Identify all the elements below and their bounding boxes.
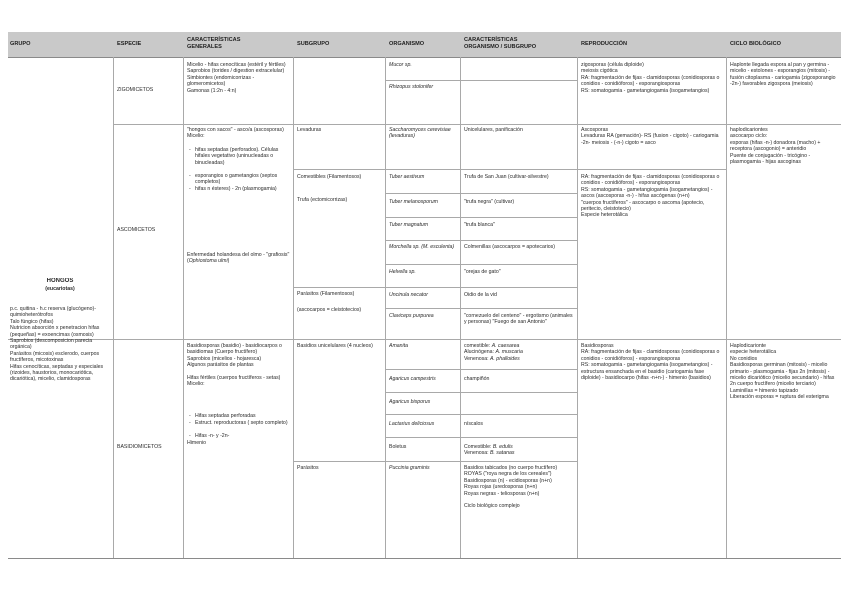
especie-zigomicetos: ZIGOMICETOS [117,87,154,93]
asco-sub-levaduras: Levaduras [297,127,322,133]
asco-bullet-mark-2: - [189,173,191,179]
rule-asco-r5 [385,264,577,265]
basi-org-boletus: Boletus [389,444,407,450]
asco-car-helvella: "orejas de gato" [464,269,501,275]
asco-repro-1: Ascosporas Levaduras RA (gemación)- RS (fusion - cigoto) - cariogamia -2n- meiosis - (-n-) cigoto = asco [581,127,719,146]
basi-org-lactarius: Lactarius deliciosus [389,421,435,427]
basi-caracteristicas-intro: Basidiosporas (basidio) - basidiocarpos o basidiomas (Cuerpo fructífero) Saprobios (micelios - hojaresca) Algunos parásitos de plantas Hifas fértiles (cuerpos fructíferos - setas) Micelio: [187,343,282,388]
header-ciclo: CICLO BIOLÓGICO [730,41,781,47]
basi-boletus-1: Comestible: [464,444,493,450]
basi-car-lactarius: níscalos [464,421,484,427]
basi-bullet-2: Estruct. reproductoras ( septo completo) [195,420,288,426]
especie-basidiomicetos: BASIDIOMICETOS [117,444,162,450]
asco-repro-2: RA: fragmentación de fijas - clamidosporas (conidiosporas o conidios - conidióforos) - esporangiosporas RS: somatogamia - gametangiogamia (isogametangios) - ascos (ascosporas -n-) - hifas ascógenas (n+n) "cuerpos fructíferos" - ascocarpo o ascoma (apotecio, peritecio, cleistotecio) Especie heterotálica [581,174,720,219]
asco-enfermedad-text: Enfermedad holandesa del olmo - "grafiosis" ( [187,252,290,265]
rule-basi-r4 [385,437,577,438]
basi-boletus-2: Venenosa: [464,450,490,457]
basi-org-amanita: Amanita [389,343,409,349]
basi-bullet-mark-3: - [189,433,191,439]
asco-enfermedad [187,252,291,265]
rule-asco-r7 [385,308,577,309]
asco-enfermedad-end: ) [227,258,230,265]
rule-basi-r3 [385,414,577,415]
rule-asco-r2 [385,193,577,194]
basi-car-campestris: champiñón [464,376,490,382]
basi-org-campestris: Agaricus campestris [389,376,436,382]
basi-car-puccinia: Basidios tabicados (no cuerpo fructífero) ROYAS ("roya negra de los cereales") Basidiosporas (n) - ecidiosporas (n+n) Royas rojas (uredosporas (n+n) Royas negras - teliosporas (n+n) Ciclo biológico complejo [464,465,558,510]
basi-sub-unicelulares: Basidios unicelulares (4 nucleos) [297,343,373,349]
rule-col-reproduccion [577,57,578,558]
asco-ciclo: haplodicariontes ascocarpo ciclo: esporas (hifas -n-) donadora (macho) + receptora (ascogonio) = anteridio Puente de conjugación - tricógino - plasmogamia - hijas ascoginas [730,127,821,166]
basi-sub-parasitos: Parásitos [297,465,319,471]
asco-car-claviceps: "cornezuelo del centeno" - ergotismo (animales y personas) "Fuego de san Antonio" [464,313,573,326]
rule-col-especie [113,57,114,558]
asco-org-morchella: Morchella sp. (M. esculenta) [389,244,455,250]
rule-asco-r3 [385,217,577,218]
zigo-ciclo: Haplonte llegada espora al pan y germina - micelio - estolones - esporangios (mitosis) - fusión citoplasma - cariogamia (zigosporangio -2n-) favorables zigospora (meiosis) [730,62,836,88]
basi-amanita-3b: A. phalloides [489,355,520,362]
rule-table-bottom [8,558,841,559]
rule-col-caracteristicas [183,57,184,558]
basi-car-amanita [464,343,575,362]
grupo-description: p.c. quitina - h.c reserva (glucógeno)- quimioheterótrofos Talo fúngico (hifas) Nutricion absorción x penetracion hifas (pequeñas) = exoencimas (osmosis) Saprobios (descomposicion parecia orgánica) Parásitos (micosis) esclerodo, cuerpos fructíferos, micotoxinas Hifas cenocíticas, septadas y especiales (rizoides, haustorios, monocariótica, dicariótica), micelio, clamidosporas [10,306,104,383]
rule-col-organismo [385,57,386,558]
rule-asco-r6 [293,287,577,288]
rule-col-ciclo [726,57,727,558]
basi-bullet-mark-1: - [189,413,191,419]
rule-basi-r2 [385,392,577,393]
rule-zigo-row [385,80,577,81]
basi-amanita-3: Venenosa: [464,355,490,362]
asco-car-morchella: Colmenillas (ascocarpos = apotecarios) [464,244,555,250]
header-organismo: ORGANISMO [389,41,425,47]
asco-enfermedad-organismo: Ophiostoma ulmi [188,258,228,265]
asco-sub-comestibles: Comestibles (Filamentosos) [297,174,362,180]
basi-amanita-1b: A. caesarea [491,343,520,349]
asco-caracteristicas-intro: "hongos con sacos" - asco/a (ascosporas) Micelio: [187,127,284,140]
asco-bullet-mark-1: - [189,147,191,153]
asco-sub-trufa: Trufa (ectomicorrizas) [297,197,348,203]
rule-col-car-organismo [460,57,461,558]
basi-bullet-1: Hifas septadas perforadas [195,413,256,419]
rule-asco-r1 [293,169,577,170]
basi-amanita-1: comestible: [464,343,492,349]
asco-sub-ascocarpos: (ascocarpos = cleistotecios) [297,307,362,313]
asco-org-aestivum: Tuber aestivum [389,174,425,180]
zigo-caracteristicas: Micelio - hifas cenocíticas (estéril y fértiles) Saprobios (torides / digestion extracelular) Simbiontes (endomicorrizas - glomeromicetos) Gamonas (1:2n - 4:n) [187,62,286,94]
zigo-organismo-rhizopus: Rhizopus stolonifer [389,84,434,90]
asco-org-magnatum: Tuber magnatum [389,222,429,228]
rule-basi-r5 [293,461,577,462]
basi-amanita-2b: A. muscaria [495,349,523,356]
zigo-reproduccion: zigosporas (célula diploide) meiosis cigótica RA: fragmentación de fijas - clamidosporas (conidiosporas o conidios - conidióforos) - esporangiosporas RS: somatogamia - gametangiogamia (isogametangios) [581,62,720,94]
asco-org-helvella: Helvella sp. [389,269,416,275]
asco-sub-parasitos: Parásitos (Filamentosos) [297,291,355,297]
basi-org-puccinia: Puccinia graminis [389,465,430,471]
asco-car-melanosporum: "trufa negra" (cultivar) [464,199,515,205]
basi-car-boletus [464,444,575,457]
basi-amanita-2: Alucinógena: [464,349,496,356]
header-especie: ESPECIE [117,41,142,47]
asco-car-magnatum: "trufa blanca" [464,222,495,228]
header-grupo: GRUPO [10,41,31,47]
grupo-title: HONGOS [46,278,74,284]
asco-car-saccharomyces: Unicelulares, panificación [464,127,523,133]
especie-ascomicetos: ASCOMICETOS [117,227,156,233]
asco-org-uncinula: Uncinula necator [389,292,428,298]
rule-basi-r1 [385,369,577,370]
asco-bullet-1: hifas septadas (perforados). Células hifales vegetativo (uninucleadas o binucleadas) [195,147,279,166]
rule-asco-r4 [385,240,577,241]
rule-asco-repro [577,169,726,170]
asco-bullet-mark-3: - [189,186,191,192]
rule-asco-bottom [8,339,841,340]
header-caracteristicas-organismo: CARACTERÍSTICAS ORGANISMO / SUBGRUPO [464,37,537,50]
basi-boletus-1b: B. edulis [492,444,513,450]
asco-org-claviceps: Claviceps purpurea [389,313,434,319]
basi-himenio: Himenio [187,440,207,446]
basi-org-bisporus: Agaricus bisporus [389,399,431,405]
rule-zigo-bottom [113,124,841,125]
header-reproduccion: REPRODUCCIÓN [581,41,627,47]
rule-header-bottom [8,57,841,58]
asco-car-aestivum: Trufa de San Juan (cultivar-silvestre) [464,174,549,180]
asco-bullet-3: hifas n ésteres) - 2n (plasmogamia) [195,186,277,192]
header-subgrupo: SUBGRUPO [297,41,330,47]
basi-bullet-mark-2: - [189,420,191,426]
asco-bullet-2: esporangios o gametangios (septos completos) [195,173,278,186]
asco-org-saccharomyces: Saccharomyces cerevisiae (levaduras) [389,127,451,140]
basi-repro: Basidiosporas RA: fragmentación de fijas - clamidosporas (conidiosporas o conidios - conidióforos) - esporangiosporas RS: somatogamia - gametangiogamia (isogametangios) - estructura ensanchada en el basidio (cariogamia fase diploide) - basidiocarpo (hifas -n+n-) - himenio (basidios) [581,343,720,382]
basi-bullet-3: Hifas -n- y -2n- [195,433,230,439]
asco-car-uncinula: Oidio de la vid [464,292,497,298]
zigo-organismo-mucor: Mucor sp. [389,62,412,68]
rule-col-subgrupo [293,57,294,558]
header-caracteristicas-generales: CARACTERÍSTICAS GENERALES [187,37,241,50]
asco-org-melanosporum: Tuber melanosporum [389,199,438,205]
grupo-subtitle: (eucariotas) [45,286,75,292]
basi-boletus-2b: B. satanas [489,450,515,457]
basi-ciclo: Haplodicarionte especie heterotálica No conidios Basidiosporas germinan (mitosis) - micelio primario - plasmogamia - fijas 2n (mitosis) - micelio dicariótico (micelio secundario) - hifas 2n cuerpo fructífero (micelio terciario) Laminillas = himenio tapizado Liberación esporas = ruptura del esterigma [730,343,835,401]
